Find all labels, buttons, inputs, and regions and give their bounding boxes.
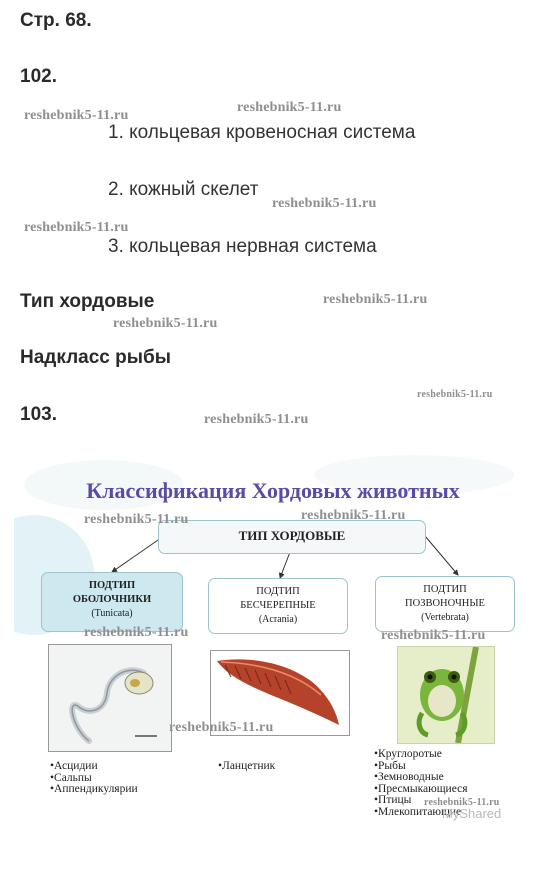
list-item: •Асцидии bbox=[50, 760, 98, 772]
watermark: reshebnik5-11.ru bbox=[381, 628, 486, 643]
watermark: reshebnik5-11.ru bbox=[237, 100, 342, 115]
list-item: •Пресмыкающиеся bbox=[374, 782, 468, 795]
frog-illustration bbox=[398, 647, 494, 743]
task-102-item-1: 1. кольцевая кровеносная система bbox=[108, 122, 416, 143]
ascidian-illustration bbox=[49, 645, 171, 751]
watermark: reshebnik5-11.ru bbox=[323, 292, 428, 307]
heading-type-chordates: Тип хордовые bbox=[20, 291, 155, 312]
subtype-label: ПОДТИП bbox=[423, 584, 467, 595]
frog-photo bbox=[397, 646, 495, 744]
list-item: •Аппендикулярии bbox=[50, 783, 138, 795]
watermark: reshebnik5-11.ru bbox=[272, 196, 377, 211]
subtype-box-acrania bbox=[208, 578, 348, 634]
watermark: reshebnik5-11.ru bbox=[84, 512, 189, 527]
examples-tunicata bbox=[50, 761, 138, 796]
subtype-label: ПОДТИП bbox=[88, 580, 136, 591]
watermark: reshebnik5-11.ru bbox=[84, 625, 189, 640]
watermark: reshebnik5-11.ru bbox=[204, 412, 309, 427]
watermark: reshebnik5-11.ru bbox=[417, 389, 493, 400]
watermark: reshebnik5-11.ru bbox=[169, 720, 274, 735]
list-item: •Круглоротые bbox=[374, 748, 442, 760]
subtype-name: ОБОЛОЧНИКИ bbox=[72, 594, 152, 605]
watermark: reshebnik5-11.ru bbox=[24, 220, 129, 235]
watermark: reshebnik5-11.ru bbox=[301, 508, 406, 523]
root-label: ТИП ХОРДОВЫЕ bbox=[238, 528, 346, 543]
list-item: •Земноводные bbox=[374, 771, 444, 783]
task-102-item-3: 3. кольцевая нервная система bbox=[108, 236, 377, 257]
watermark: reshebnik5-11.ru bbox=[24, 108, 129, 123]
list-item: •Сальпы bbox=[50, 771, 92, 784]
heading-superclass-fish: Надкласс рыбы bbox=[20, 347, 171, 368]
subtype-latin: (Tunicata) bbox=[91, 608, 133, 619]
subtype-latin: (Acrania) bbox=[258, 614, 298, 625]
subtype-name: ПОЗВОНОЧНЫЕ bbox=[405, 598, 485, 609]
task-102-number: 102. bbox=[20, 66, 57, 87]
subtype-box-vertebrata bbox=[375, 576, 515, 632]
list-item: •Птицы bbox=[374, 794, 412, 806]
subtype-latin: (Vertebrata) bbox=[421, 612, 469, 623]
list-item: •Ланцетник bbox=[218, 760, 276, 772]
watermark: reshebnik5-11.ru bbox=[113, 316, 218, 331]
subtype-name: БЕСЧЕРЕПНЫЕ bbox=[240, 600, 316, 611]
task-102-item-2: 2. кожный скелет bbox=[108, 179, 259, 200]
root-box bbox=[158, 520, 426, 554]
ascidian-photo bbox=[48, 644, 172, 752]
figure-title: Классификация Хордовых животных bbox=[86, 478, 460, 503]
myshared-logo: MyShared bbox=[442, 806, 502, 821]
subtype-box-tunicata bbox=[41, 572, 183, 632]
list-item: •Рыбы bbox=[374, 759, 406, 772]
examples-acrania bbox=[218, 761, 275, 773]
watermark: reshebnik5-11.ru bbox=[424, 797, 500, 808]
list-item: •Млекопитающие bbox=[374, 805, 462, 818]
page-label: Стр. 68. bbox=[20, 10, 92, 31]
subtype-label: ПОДТИП bbox=[256, 586, 300, 597]
task-103-number: 103. bbox=[20, 404, 57, 425]
